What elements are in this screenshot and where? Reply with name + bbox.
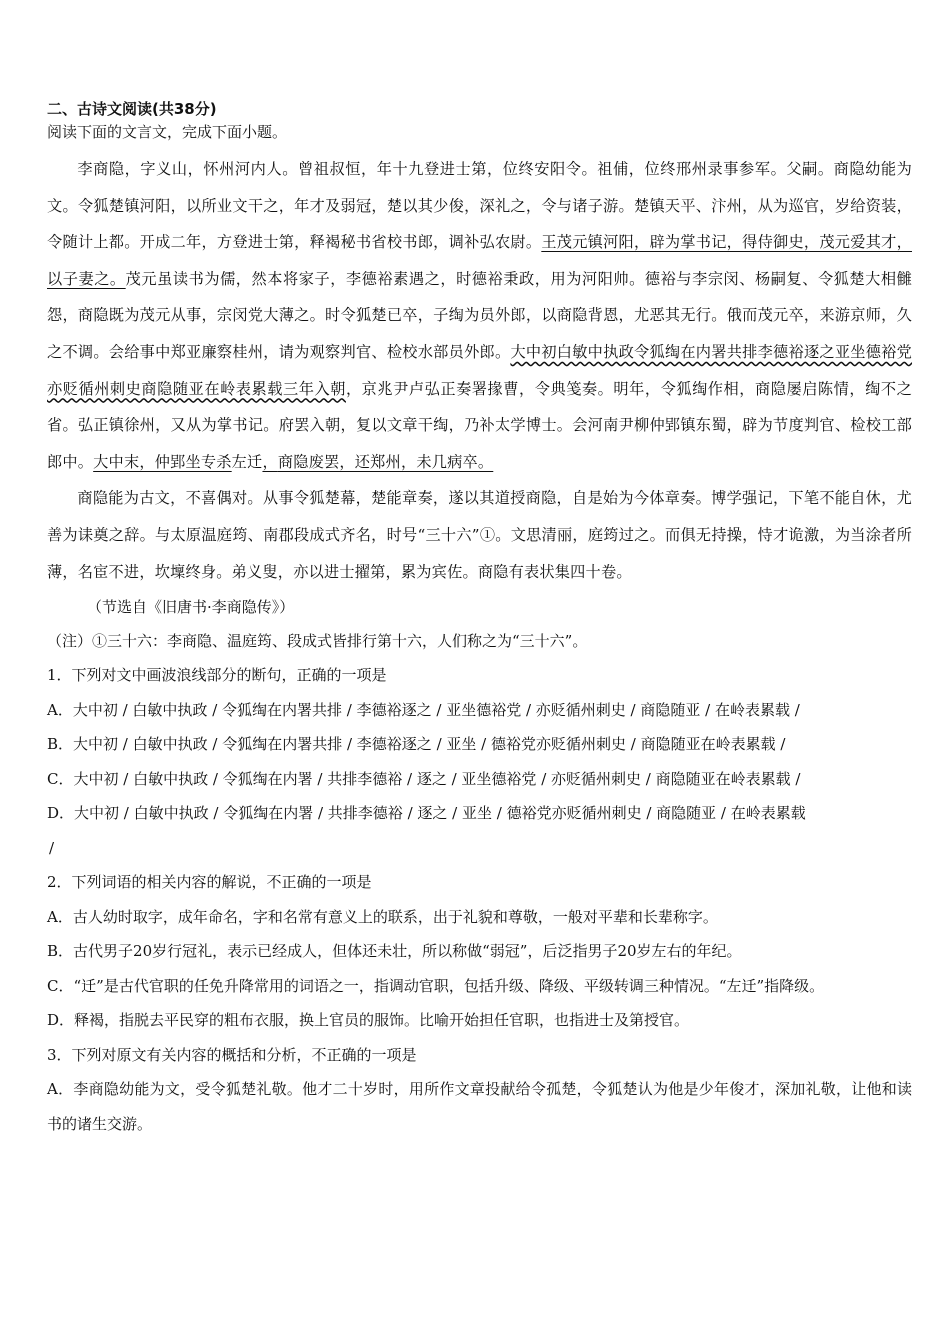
passage-source: （节选自《旧唐书·李商隐传》） bbox=[87, 598, 295, 617]
underlined-comma: ， bbox=[262, 452, 278, 471]
question-2-stem: 2．下列词语的相关内容的解说，不正确的一项是 bbox=[47, 873, 372, 892]
passage-paragraph-1 bbox=[47, 151, 912, 480]
passage-text: 茂元虽读书为儒，然本将家子，李德裕素遇之，时德裕秉政，用为河阳帅。德裕与李宗闵、杨嗣复、令狐楚大相雠怨，商隐既为茂元从事，宗闵党大薄之。时令狐楚已卒，子绹为员外郎，以商隐背恩，尤恶其无行。俄而茂元卒，来游京师，久之不调。会给事中郑亚廉察桂州，请为观察判官、检校水部员外郎。 bbox=[47, 269, 913, 361]
question-3-stem: 3．下列对原文有关内容的概括和分析，不正确的一项是 bbox=[47, 1045, 417, 1064]
question-1-option-d-tail: / bbox=[49, 838, 55, 857]
question-1-option-c: C．大中初 / 白敏中执政 / 令狐绹在内署 / 共排李德裕 / 逐之 / 亚坐德裕党 / 亦贬循州刺史 / 商隐随亚在岭表累载 / bbox=[47, 769, 801, 788]
passage-text: 左迁 bbox=[231, 452, 263, 471]
underlined-sentence-2a: 大中末，仲郢坐专杀 bbox=[93, 452, 232, 471]
question-2-option-b: B．古代男子20岁行冠礼，表示已经成人，但体还未壮，所以称做“弱冠”，后泛指男子20岁左右的年纪。 bbox=[47, 942, 742, 961]
underlined-sentence-2b: 商隐废罢，还郑州，未几病卒。 bbox=[277, 452, 494, 471]
wavy-underlined-sentence: 大中初白敏中执政令狐绹在内署共排李德裕逐之亚坐德裕党亦贬循州刺史商隐随亚在岭表累载三年入朝 bbox=[47, 342, 913, 398]
question-2-option-d: D．释褐，指脱去平民穿的粗布衣服，换上官员的服饰。比喻开始担任官职，也指进士及第授官。 bbox=[47, 1011, 690, 1030]
question-3-option-a: A．李商隐幼能为文，受令狐楚礼敬。他才二十岁时，用所作文章投献给令孤楚，令狐楚认为他是少年俊才，深加礼敬，让他和读书的诸生交游。 bbox=[47, 1080, 912, 1133]
instruction: 阅读下面的文言文，完成下面小题。 bbox=[47, 123, 288, 141]
passage-paragraph-2: 商隐能为古文，不喜偶对。从事令狐楚幕，楚能章奏，遂以其道授商隐，自是始为今体章奏。博学强记，下笔不能自休，尤善为诔奠之辞。与太原温庭筠、南郡段成式齐名，时号“三十六”①。文思清丽，庭筠过之。而俱无持操，恃才诡激，为当涂者所薄，名宦不进，坎壈终身。弟义叟，亦以进士擢第，累为宾佐。商隐有表状集四十卷。 bbox=[47, 489, 912, 581]
question-1-stem: 1．下列对文中画波浪线部分的断句，正确的一项是 bbox=[47, 666, 387, 685]
question-1-option-d: D．大中初 / 白敏中执政 / 令狐绹在内署 / 共排李德裕 / 逐之 / 亚坐 / 德裕党亦贬循州刺史 / 商隐随亚 / 在岭表累载 bbox=[47, 804, 806, 823]
passage-text: ，京兆尹卢弘正奏署掾曹，令典笺奏。明年，令狐绹作相，商隐屡启陈情，绹不之省。弘正镇徐州，又从为掌书记。府罢入朝，复以文章干绹，乃补太学博士。会河南尹柳仲郢镇东蜀，辟为节度判官、检校工部郎中。 bbox=[47, 379, 912, 471]
question-2-option-c: C．“迁”是古代官职的任免升降常用的词语之一，指调动官职，包括升级、降级、平级转调三种情况。“左迁”指降级。 bbox=[47, 976, 825, 995]
passage-text: 李商隐，字义山，怀州河内人。曾祖叔恒，年十九登进士第，位终安阳令。祖俌，位终邢州录事参军。父嗣。商隐幼能为文。令狐楚镇河阳，以所业文干之，年才及弱冠，楚以其少俊，深礼之，令与诸子游。楚镇天平、汴州，从为巡官，岁给资装，令随计上都。开成二年，方登进士第，释褐秘书省校书郎，调补弘农尉。 bbox=[47, 160, 912, 252]
question-2-option-a: A．古人幼时取字，成年命名，字和名常有意义上的联系，出于礼貌和尊敬，一般对平辈和长辈称字。 bbox=[47, 907, 718, 926]
underlined-sentence-1: 王茂元镇河阳，辟为掌书记，得侍御史，茂元爱其才，以子妻之。 bbox=[47, 233, 912, 288]
question-1-option-b: B．大中初 / 白敏中执政 / 令狐绹在内署共排 / 李德裕逐之 / 亚坐 / 德裕党亦贬循州刺史 / 商隐随亚在岭表累载 / bbox=[47, 735, 786, 754]
footnote: （注）①三十六：李商隐、温庭筠、段成式皆排行第十六，人们称之为“三十六”。 bbox=[47, 632, 588, 651]
question-1-option-a: A．大中初 / 白敏中执政 / 令狐绹在内署共排 / 李德裕逐之 / 亚坐德裕党 / 亦贬循州刺史 / 商隐随亚 / 在岭表累载 / bbox=[47, 700, 800, 719]
exam-page bbox=[47, 98, 912, 1141]
section-title: 二、古诗文阅读(共38分) bbox=[47, 100, 217, 118]
